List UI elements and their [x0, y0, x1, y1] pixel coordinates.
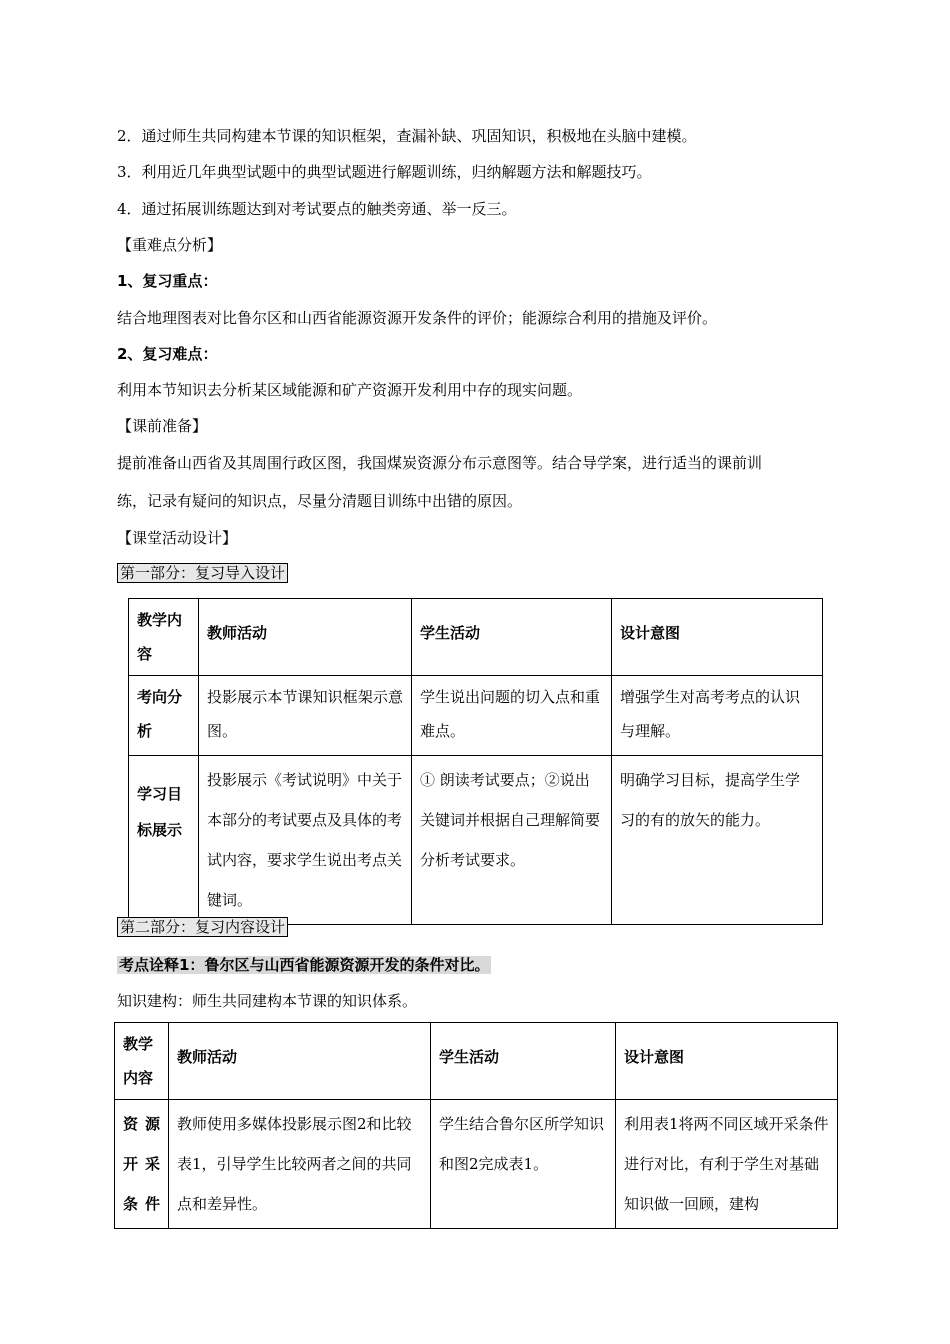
- row-content: 资源开采条件: [115, 1100, 169, 1229]
- header-teacher: 教师活动: [199, 599, 412, 676]
- row-intent: 明确学习目标，提高学生学习的有的放矢的能力。: [612, 756, 823, 925]
- header-intent: 设计意图: [612, 599, 823, 676]
- row-teacher: 投影展示本节课知识框架示意图。: [199, 676, 412, 756]
- activity-design-heading: 【课堂活动设计】: [117, 529, 238, 547]
- header-student: 学生活动: [431, 1023, 616, 1100]
- exam-point-1: [117, 955, 491, 975]
- header-content: 教学内容: [129, 599, 199, 676]
- table-header-row: [115, 1023, 838, 1100]
- intro-item-2: 2．通过师生共同构建本节课的知识框架，查漏补缺、巩固知识，积极地在头脑中建模。: [117, 127, 697, 145]
- preparation-text-1: 提前准备山西省及其周围行政区图，我国煤炭资源分布示意图等。结合导学案，进行适当的课前训: [117, 454, 763, 472]
- header-student: 学生活动: [412, 599, 612, 676]
- intro-design-table: [128, 598, 823, 925]
- part-two-label: [117, 917, 288, 937]
- difficulty-heading: 【重难点分析】: [117, 236, 223, 254]
- key-point-heading: 1、复习重点：: [117, 272, 218, 290]
- table-row: [129, 756, 823, 925]
- row-intent: 增强学生对高考考点的认识与理解。: [612, 676, 823, 756]
- intro-item-3: 3．利用近几年典型试题中的典型试题进行解题训练，归纳解题方法和解题技巧。: [117, 163, 652, 181]
- table-row: [115, 1100, 838, 1229]
- part-one-text: 第一部分：复习导入设计: [117, 563, 288, 583]
- header-intent: 设计意图: [616, 1023, 838, 1100]
- table-header-row: [129, 599, 823, 676]
- preparation-text-2: 练，记录有疑问的知识点，尽量分清题目训练中出错的原因。: [117, 492, 523, 510]
- part-two-text: 第二部分：复习内容设计: [117, 917, 288, 937]
- knowledge-build-text: 知识建构：师生共同建构本节课的知识体系。: [117, 992, 418, 1010]
- row-content: 学习目标展示: [129, 756, 199, 925]
- table-row: [129, 676, 823, 756]
- content-design-table: [114, 1022, 838, 1229]
- header-content: 教学内容: [115, 1023, 169, 1100]
- row-student: 学生结合鲁尔区所学知识和图2完成表1。: [431, 1100, 616, 1229]
- key-point-text: 结合地理图表对比鲁尔区和山西省能源资源开发条件的评价；能源综合利用的措施及评价。: [117, 309, 718, 327]
- row-intent: 利用表1将两不同区域开采条件进行对比，有利于学生对基础知识做一回顾，建构: [616, 1100, 838, 1229]
- exam-point-1-text: 考点诠释1：鲁尔区与山西省能源资源开发的条件对比。: [119, 956, 490, 974]
- row-teacher: 投影展示《考试说明》中关于本部分的考试要点及具体的考试内容，要求学生说出考点关键词。: [199, 756, 412, 925]
- part-one-label: [117, 563, 288, 583]
- row-teacher: 教师使用多媒体投影展示图2和比较表1，引导学生比较两者之间的共同点和差异性。: [169, 1100, 431, 1229]
- preparation-heading: 【课前准备】: [117, 417, 208, 435]
- intro-item-4: 4．通过拓展训练题达到对考试要点的触类旁通、举一反三。: [117, 200, 517, 218]
- difficult-point-text: 利用本节知识去分析某区域能源和矿产资源开发利用中存的现实问题。: [117, 381, 583, 399]
- header-teacher: 教师活动: [169, 1023, 431, 1100]
- row-student: ① 朗读考试要点；②说出关键词并根据自己理解简要分析考试要求。: [412, 756, 612, 925]
- difficult-point-heading: 2、复习难点：: [117, 345, 218, 363]
- row-content: 考向分析: [129, 676, 199, 756]
- row-student: 学生说出问题的切入点和重难点。: [412, 676, 612, 756]
